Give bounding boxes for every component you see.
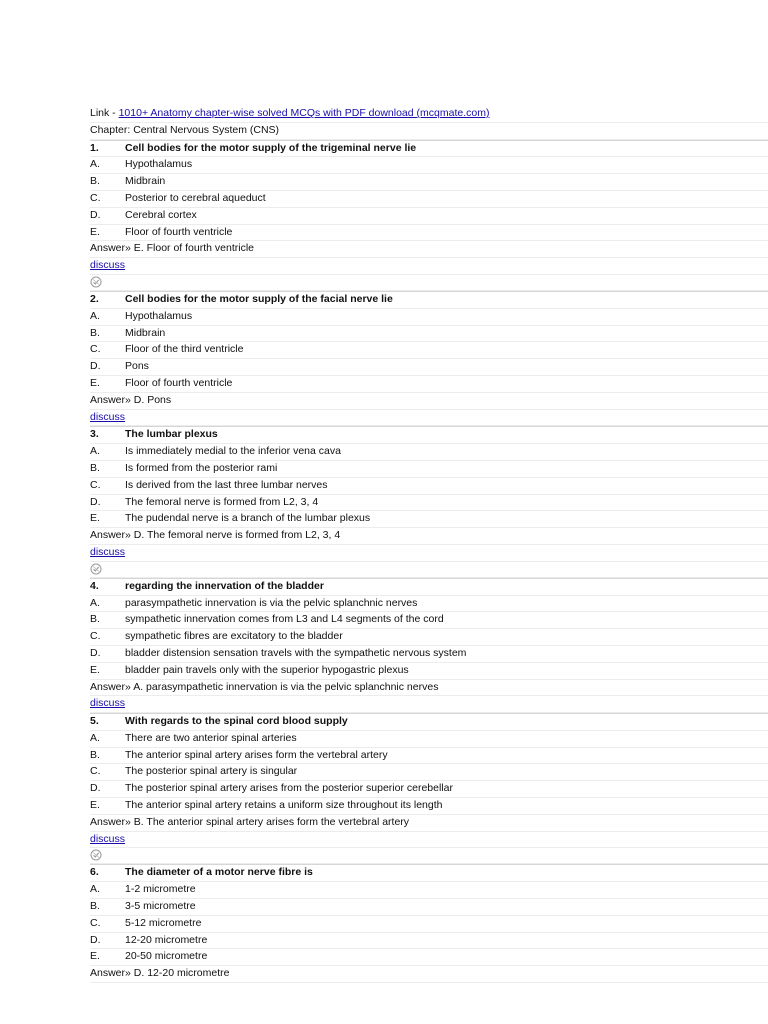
option-row: [90, 461, 768, 478]
option-text: Is formed from the posterior rami: [125, 461, 278, 474]
question-number: 6.: [90, 866, 99, 879]
option-row: [90, 933, 768, 950]
answer-prefix: Answer»: [90, 529, 134, 542]
discuss-row: [90, 696, 768, 713]
question-text: With regards to the spinal cord blood supply: [125, 715, 348, 728]
answer-row: [90, 528, 768, 545]
option-text: The anterior spinal artery arises form the vertebral artery: [125, 748, 388, 761]
option-row: [90, 444, 768, 461]
option-letter: B.: [90, 461, 100, 474]
option-text: sympathetic innervation comes from L3 and L4 segments of the cord: [125, 613, 444, 626]
option-letter: C.: [90, 343, 101, 356]
source-link-line: [90, 106, 768, 123]
option-text: 1-2 micrometre: [125, 883, 196, 896]
question-text: Cell bodies for the motor supply of the trigeminal nerve lie: [125, 141, 417, 154]
option-letter: D.: [90, 495, 101, 508]
option-text: 5-12 micrometre: [125, 916, 202, 929]
answer-text: D. The femoral nerve is formed from L2, 3, 4: [133, 529, 341, 542]
link-prefix: Link -: [90, 107, 119, 119]
option-letter: E.: [90, 225, 100, 238]
option-text: The anterior spinal artery retains a uniform size throughout its length: [125, 799, 443, 812]
icon-row: [90, 276, 768, 291]
discuss-row: [90, 832, 768, 849]
option-text: Pons: [125, 360, 149, 373]
question-number: 3.: [90, 428, 99, 441]
question-row: [90, 426, 768, 444]
option-letter: E.: [90, 663, 100, 676]
option-row: [90, 342, 768, 359]
question-row: [90, 140, 768, 158]
option-text: parasympathetic innervation is via the pelvic splanchnic nerves: [125, 596, 418, 609]
discuss-link[interactable]: discuss: [90, 697, 126, 710]
option-letter: B.: [90, 900, 100, 913]
option-row: [90, 612, 768, 629]
option-row: [90, 309, 768, 326]
option-row: [90, 646, 768, 663]
option-text: Midbrain: [125, 175, 166, 188]
question-text: The diameter of a motor nerve fibre is: [125, 866, 313, 879]
option-row: [90, 326, 768, 343]
option-letter: B.: [90, 613, 100, 626]
answer-text: E. Floor of fourth ventricle: [133, 242, 254, 255]
option-row: [90, 899, 768, 916]
option-row: [90, 376, 768, 393]
share-icon[interactable]: [90, 276, 768, 288]
question-text: The lumbar plexus: [125, 428, 218, 441]
option-text: Floor of the third ventricle: [125, 343, 244, 356]
question-number: 5.: [90, 715, 99, 728]
share-icon[interactable]: [90, 563, 768, 575]
option-text: Floor of fourth ventricle: [125, 376, 233, 389]
option-letter: A.: [90, 731, 100, 744]
answer-text: D. Pons: [133, 393, 172, 406]
question-number: 4.: [90, 579, 99, 592]
document-body: [90, 106, 768, 983]
option-row: [90, 511, 768, 528]
question-row: [90, 864, 768, 882]
answer-prefix: Answer»: [90, 815, 134, 828]
option-row: [90, 882, 768, 899]
answer-prefix: Answer»: [90, 242, 134, 255]
option-row: [90, 949, 768, 966]
option-text: Posterior to cerebral aqueduct: [125, 191, 266, 204]
option-row: [90, 478, 768, 495]
answer-row: [90, 966, 768, 983]
option-letter: A.: [90, 309, 100, 322]
discuss-row: [90, 258, 768, 275]
option-letter: B.: [90, 748, 100, 761]
option-text: The femoral nerve is formed from L2, 3, 4: [125, 495, 319, 508]
option-row: [90, 798, 768, 815]
answer-text: A. parasympathetic innervation is via the pelvic splanchnic nerves: [133, 680, 439, 693]
option-letter: C.: [90, 191, 101, 204]
option-letter: D.: [90, 360, 101, 373]
option-text: The posterior spinal artery is singular: [125, 765, 298, 778]
answer-row: [90, 393, 768, 410]
icon-row: [90, 563, 768, 578]
option-row: [90, 731, 768, 748]
answer-text: B. The anterior spinal artery arises form the vertebral artery: [133, 815, 410, 828]
option-row: [90, 359, 768, 376]
option-text: Hypothalamus: [125, 309, 193, 322]
option-row: [90, 748, 768, 765]
share-icon[interactable]: [90, 849, 768, 861]
option-row: [90, 916, 768, 933]
chapter-title: Chapter: Central Nervous System (CNS): [90, 123, 768, 140]
discuss-row: [90, 410, 768, 427]
question-number: 1.: [90, 141, 99, 154]
option-row: [90, 781, 768, 798]
option-letter: D.: [90, 933, 101, 946]
option-letter: B.: [90, 175, 100, 188]
option-letter: C.: [90, 630, 101, 643]
option-letter: E.: [90, 950, 100, 963]
question-row: [90, 713, 768, 731]
answer-row: [90, 815, 768, 832]
option-row: [90, 596, 768, 613]
answer-prefix: Answer»: [90, 393, 134, 406]
question-text: Cell bodies for the motor supply of the facial nerve lie: [125, 292, 393, 305]
option-row: [90, 764, 768, 781]
option-row: [90, 225, 768, 242]
option-letter: A.: [90, 158, 100, 171]
option-letter: C.: [90, 478, 101, 491]
option-row: [90, 663, 768, 680]
option-letter: C.: [90, 765, 101, 778]
option-row: [90, 495, 768, 512]
discuss-link[interactable]: discuss: [90, 259, 126, 272]
question-list: [90, 140, 768, 983]
option-letter: D.: [90, 208, 101, 221]
option-letter: A.: [90, 596, 100, 609]
question-row: [90, 291, 768, 309]
question-row: [90, 578, 768, 596]
option-text: 3-5 micrometre: [125, 900, 196, 913]
option-text: Cerebral cortex: [125, 208, 197, 221]
answer-prefix: Answer»: [90, 680, 134, 693]
option-row: [90, 208, 768, 225]
option-text: Midbrain: [125, 326, 166, 339]
option-row: [90, 157, 768, 174]
answer-text: D. 12-20 micrometre: [133, 967, 230, 980]
option-text: Is derived from the last three lumbar nerves: [125, 478, 328, 491]
question-text: regarding the innervation of the bladder: [125, 579, 324, 592]
option-letter: E.: [90, 799, 100, 812]
discuss-row: [90, 545, 768, 562]
option-text: 20-50 micrometre: [125, 950, 208, 963]
option-text: Is immediately medial to the inferior vena cava: [125, 445, 341, 458]
discuss-link[interactable]: discuss: [90, 832, 126, 845]
option-text: bladder pain travels only with the superior hypogastric plexus: [125, 663, 409, 676]
option-text: Hypothalamus: [125, 158, 193, 171]
option-letter: E.: [90, 512, 100, 525]
answer-prefix: Answer»: [90, 967, 134, 980]
option-letter: B.: [90, 326, 100, 339]
option-letter: C.: [90, 916, 101, 929]
option-text: bladder distension sensation travels with the sympathetic nervous system: [125, 646, 467, 659]
icon-row: [90, 849, 768, 864]
source-link[interactable]: 1010+ Anatomy chapter-wise solved MCQs with PDF download (mcqmate.com): [118, 107, 490, 119]
option-text: The pudendal nerve is a branch of the lumbar plexus: [125, 512, 371, 525]
option-text: There are two anterior spinal arteries: [125, 731, 297, 744]
discuss-link[interactable]: discuss: [90, 545, 126, 558]
answer-row: [90, 241, 768, 258]
option-row: [90, 629, 768, 646]
option-letter: D.: [90, 646, 101, 659]
question-number: 2.: [90, 292, 99, 305]
option-letter: A.: [90, 445, 100, 458]
option-row: [90, 174, 768, 191]
option-letter: D.: [90, 782, 101, 795]
option-text: sympathetic fibres are excitatory to the bladder: [125, 630, 343, 643]
answer-row: [90, 680, 768, 697]
option-letter: A.: [90, 883, 100, 896]
option-row: [90, 191, 768, 208]
discuss-link[interactable]: discuss: [90, 410, 126, 423]
option-letter: E.: [90, 376, 100, 389]
option-text: Floor of fourth ventricle: [125, 225, 233, 238]
option-text: The posterior spinal artery arises from the posterior superior cerebellar: [125, 782, 453, 795]
option-text: 12-20 micrometre: [125, 933, 208, 946]
